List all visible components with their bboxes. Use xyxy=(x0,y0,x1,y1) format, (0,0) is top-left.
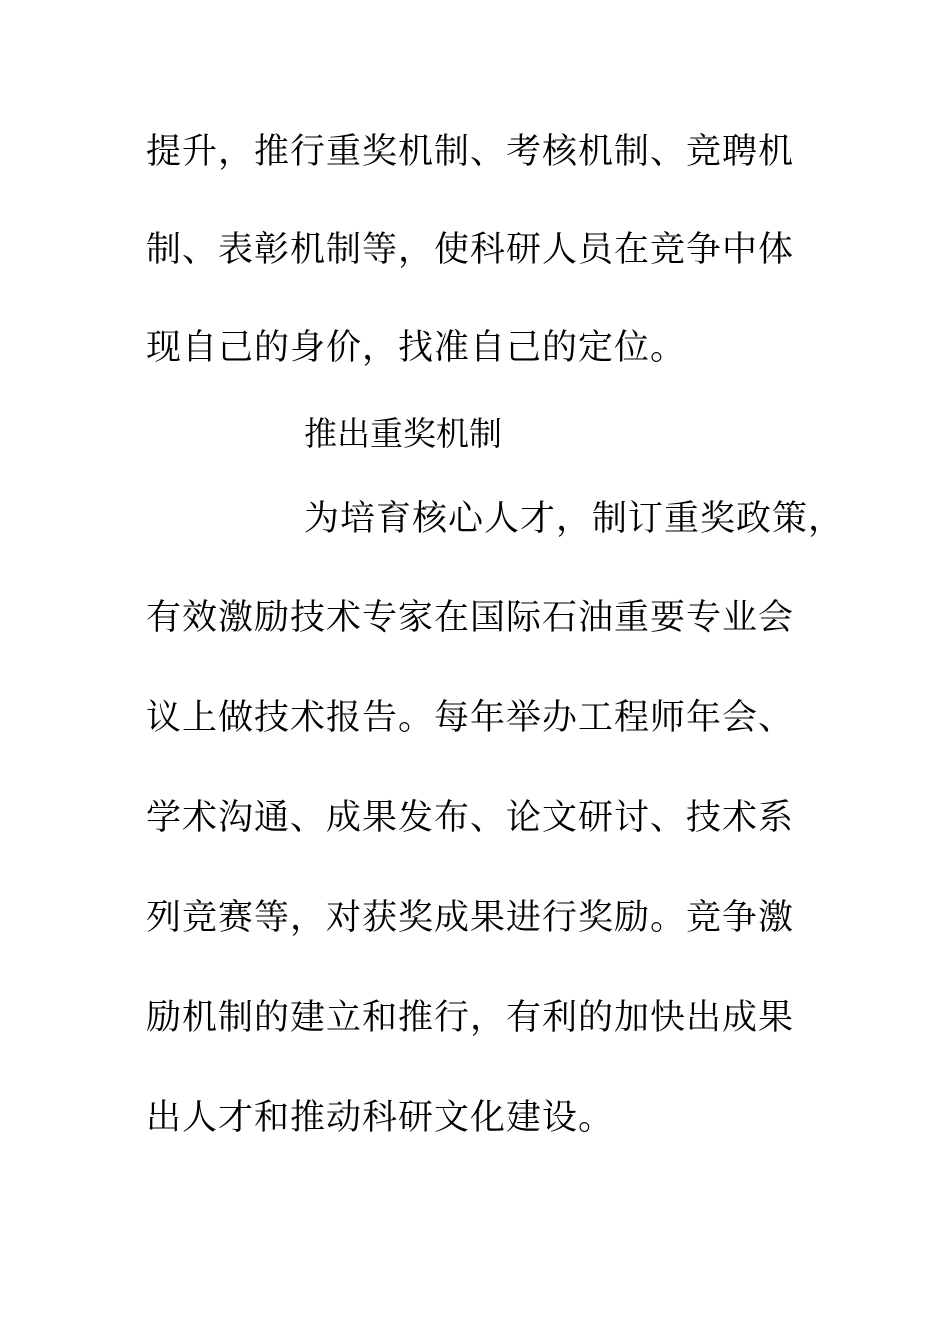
section-heading: 推出重奖机制 xyxy=(304,414,502,453)
paragraph-line: 现自己的身价，找准自己的定位。 xyxy=(146,328,687,368)
paragraph-line: 学术沟通、成果发布、论文研讨、技术系 xyxy=(146,798,795,838)
paragraph-line: 为培育核心人才，制订重奖政策， xyxy=(304,499,845,539)
paragraph-line: 议上做技术报告。每年举办工程师年会、 xyxy=(146,698,795,738)
paragraph-line: 出人才和推动科研文化建设。 xyxy=(146,1098,615,1138)
paragraph-line: 有效激励技术专家在国际石油重要专业会 xyxy=(146,598,795,638)
paragraph-line: 制、表彰机制等，使科研人员在竞争中体 xyxy=(146,230,795,270)
paragraph-line: 励机制的建立和推行，有利的加快出成果 xyxy=(146,998,795,1038)
paragraph-line: 提升，推行重奖机制、考核机制、竞聘机 xyxy=(146,132,795,172)
paragraph-line: 列竞赛等，对获奖成果进行奖励。竞争激 xyxy=(146,898,795,938)
